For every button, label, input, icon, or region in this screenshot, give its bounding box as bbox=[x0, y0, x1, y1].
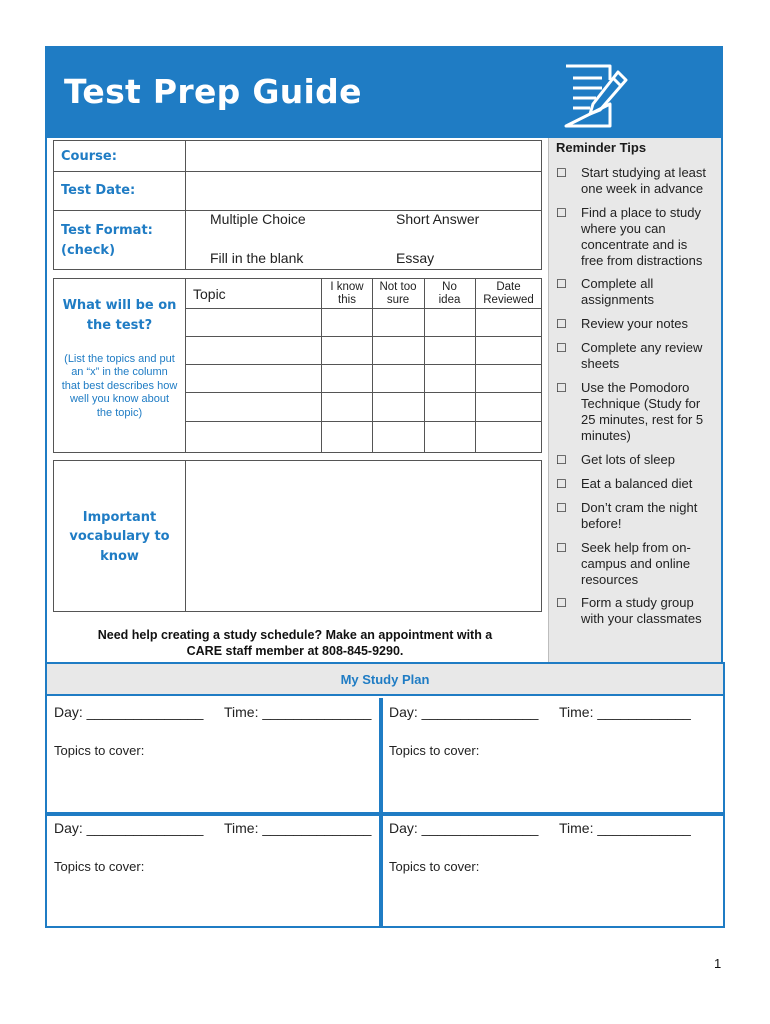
tip-text: where you can bbox=[581, 221, 666, 236]
document-pencil-icon bbox=[558, 60, 632, 132]
topics-label-line2: the test? bbox=[86, 318, 153, 333]
course-label: Course: bbox=[61, 149, 117, 164]
tip-text: one week in advance bbox=[581, 181, 704, 196]
study-plan-title: My Study Plan bbox=[340, 672, 430, 687]
plan-topics-label[interactable]: Topics to cover: bbox=[389, 743, 480, 758]
column-header-date-reviewed: Date bbox=[496, 281, 521, 293]
tip-checkbox[interactable]: ☐ bbox=[556, 541, 567, 555]
study-plan-frame bbox=[45, 662, 725, 928]
plan-time-field[interactable]: Time: ______________ bbox=[224, 820, 372, 836]
course-input-cell[interactable] bbox=[185, 140, 542, 172]
tip-checkbox[interactable]: ☐ bbox=[556, 596, 567, 610]
tip-text: 25 minutes, rest for 5 bbox=[581, 412, 704, 427]
test-date-label: Test Date: bbox=[61, 183, 136, 198]
plan-day-field[interactable]: Day: _______________ bbox=[54, 704, 204, 720]
topics-help-line: (List the topics and put bbox=[64, 353, 175, 365]
tip-text: sheets bbox=[581, 356, 620, 371]
tip-text: Get lots of sleep bbox=[581, 452, 675, 467]
topic-table-row-line bbox=[185, 364, 542, 365]
tip-checkbox[interactable]: ☐ bbox=[556, 341, 567, 355]
plan-topics-label[interactable]: Topics to cover: bbox=[389, 859, 480, 874]
tip-checkbox[interactable]: ☐ bbox=[556, 277, 567, 291]
format-option-short-answer[interactable]: Short Answer bbox=[396, 211, 480, 227]
plan-topics-label[interactable]: Topics to cover: bbox=[54, 859, 145, 874]
topic-table-row-line bbox=[185, 392, 542, 393]
study-plan-row-divider bbox=[47, 812, 723, 816]
format-option-multiple-choice[interactable]: Multiple Choice bbox=[210, 211, 306, 227]
tip-text: free from distractions bbox=[581, 253, 703, 268]
tip-text: resources bbox=[581, 572, 639, 587]
tip-text: Seek help from on- bbox=[581, 540, 691, 555]
page-title: Test Prep Guide bbox=[64, 72, 362, 111]
tip-checkbox[interactable]: ☐ bbox=[556, 166, 567, 180]
tip-checkbox[interactable]: ☐ bbox=[556, 317, 567, 331]
column-header-know: I know bbox=[330, 281, 364, 293]
column-header-date-reviewed-line2: Reviewed bbox=[483, 294, 534, 306]
tip-text: Technique (Study for bbox=[581, 396, 701, 411]
tip-text: with your classmates bbox=[581, 611, 702, 626]
reminder-title: Reminder Tips bbox=[556, 140, 647, 155]
tip-text: campus and online bbox=[581, 556, 691, 571]
tip-text: Complete all bbox=[581, 276, 654, 291]
need-help-note bbox=[60, 627, 530, 659]
topics-label: What will be on bbox=[62, 298, 177, 313]
test-format-label-cell bbox=[53, 210, 186, 270]
plan-time-field[interactable]: Time: ____________ bbox=[559, 820, 691, 836]
column-header-no-idea-line2: idea bbox=[438, 294, 461, 306]
topic-table-row-line bbox=[185, 421, 542, 422]
tip-text: Start studying at least bbox=[581, 165, 707, 180]
test-format-check-label: (check) bbox=[61, 243, 116, 258]
topic-table-row-line bbox=[185, 336, 542, 337]
tip-text: Review your notes bbox=[581, 316, 688, 331]
tip-text: concentrate and is bbox=[581, 237, 688, 252]
tip-text: minutes) bbox=[581, 428, 631, 443]
tip-text: Use the Pomodoro bbox=[581, 380, 690, 395]
topics-help-line: the topic) bbox=[96, 407, 143, 419]
plan-day-field[interactable]: Day: _______________ bbox=[389, 820, 539, 836]
topic-table-row-line bbox=[185, 308, 542, 309]
need-help-line2: CARE staff member at 808-845-9290. bbox=[186, 644, 404, 658]
column-header-know-line2: this bbox=[338, 294, 356, 306]
tip-text: before! bbox=[581, 516, 622, 531]
topics-help-line: an “x” in the column bbox=[71, 366, 168, 378]
tip-checkbox[interactable]: ☐ bbox=[556, 206, 567, 220]
tip-text: Eat a balanced diet bbox=[581, 476, 693, 491]
tip-text: assignments bbox=[581, 292, 654, 307]
page-number: 1 bbox=[714, 956, 722, 971]
tip-text: Complete any review bbox=[581, 340, 703, 355]
topics-help-line: well you know about bbox=[69, 393, 170, 405]
column-header-not-sure-line2: sure bbox=[386, 294, 410, 306]
plan-time-field[interactable]: Time: ______________ bbox=[224, 704, 372, 720]
topics-help-line: that best describes how bbox=[61, 380, 178, 392]
tip-checkbox[interactable]: ☐ bbox=[556, 501, 567, 515]
format-option-fill-in-the-blank[interactable]: Fill in the blank bbox=[210, 250, 304, 266]
tip-text: Don’t cram the night bbox=[581, 500, 698, 515]
plan-day-field[interactable]: Day: _______________ bbox=[54, 820, 204, 836]
tip-checkbox[interactable]: ☐ bbox=[556, 477, 567, 491]
tip-checkbox[interactable]: ☐ bbox=[556, 381, 567, 395]
vocab-input-cell[interactable] bbox=[185, 460, 542, 612]
vocab-label: Important bbox=[82, 510, 157, 525]
column-header-topic: Topic bbox=[193, 286, 226, 302]
plan-time-field[interactable]: Time: ____________ bbox=[559, 704, 691, 720]
plan-day-field[interactable]: Day: _______________ bbox=[389, 704, 539, 720]
format-option-essay[interactable]: Essay bbox=[396, 250, 435, 266]
test-format-label: Test Format: bbox=[61, 223, 153, 238]
vocab-label-line2: vocabulary to bbox=[69, 529, 170, 544]
plan-topics-label[interactable]: Topics to cover: bbox=[54, 743, 145, 758]
tip-checkbox[interactable]: ☐ bbox=[556, 453, 567, 467]
test-date-input-cell[interactable] bbox=[185, 171, 542, 211]
column-header-not-sure: Not too bbox=[379, 281, 417, 293]
need-help-line1: Need help creating a study schedule? Make an appointment with a bbox=[97, 628, 493, 642]
column-header-no-idea: No bbox=[442, 281, 457, 293]
tip-text: Form a study group bbox=[581, 595, 694, 610]
tip-text: Find a place to study bbox=[581, 205, 701, 220]
vocab-label-line3: know bbox=[100, 549, 139, 564]
